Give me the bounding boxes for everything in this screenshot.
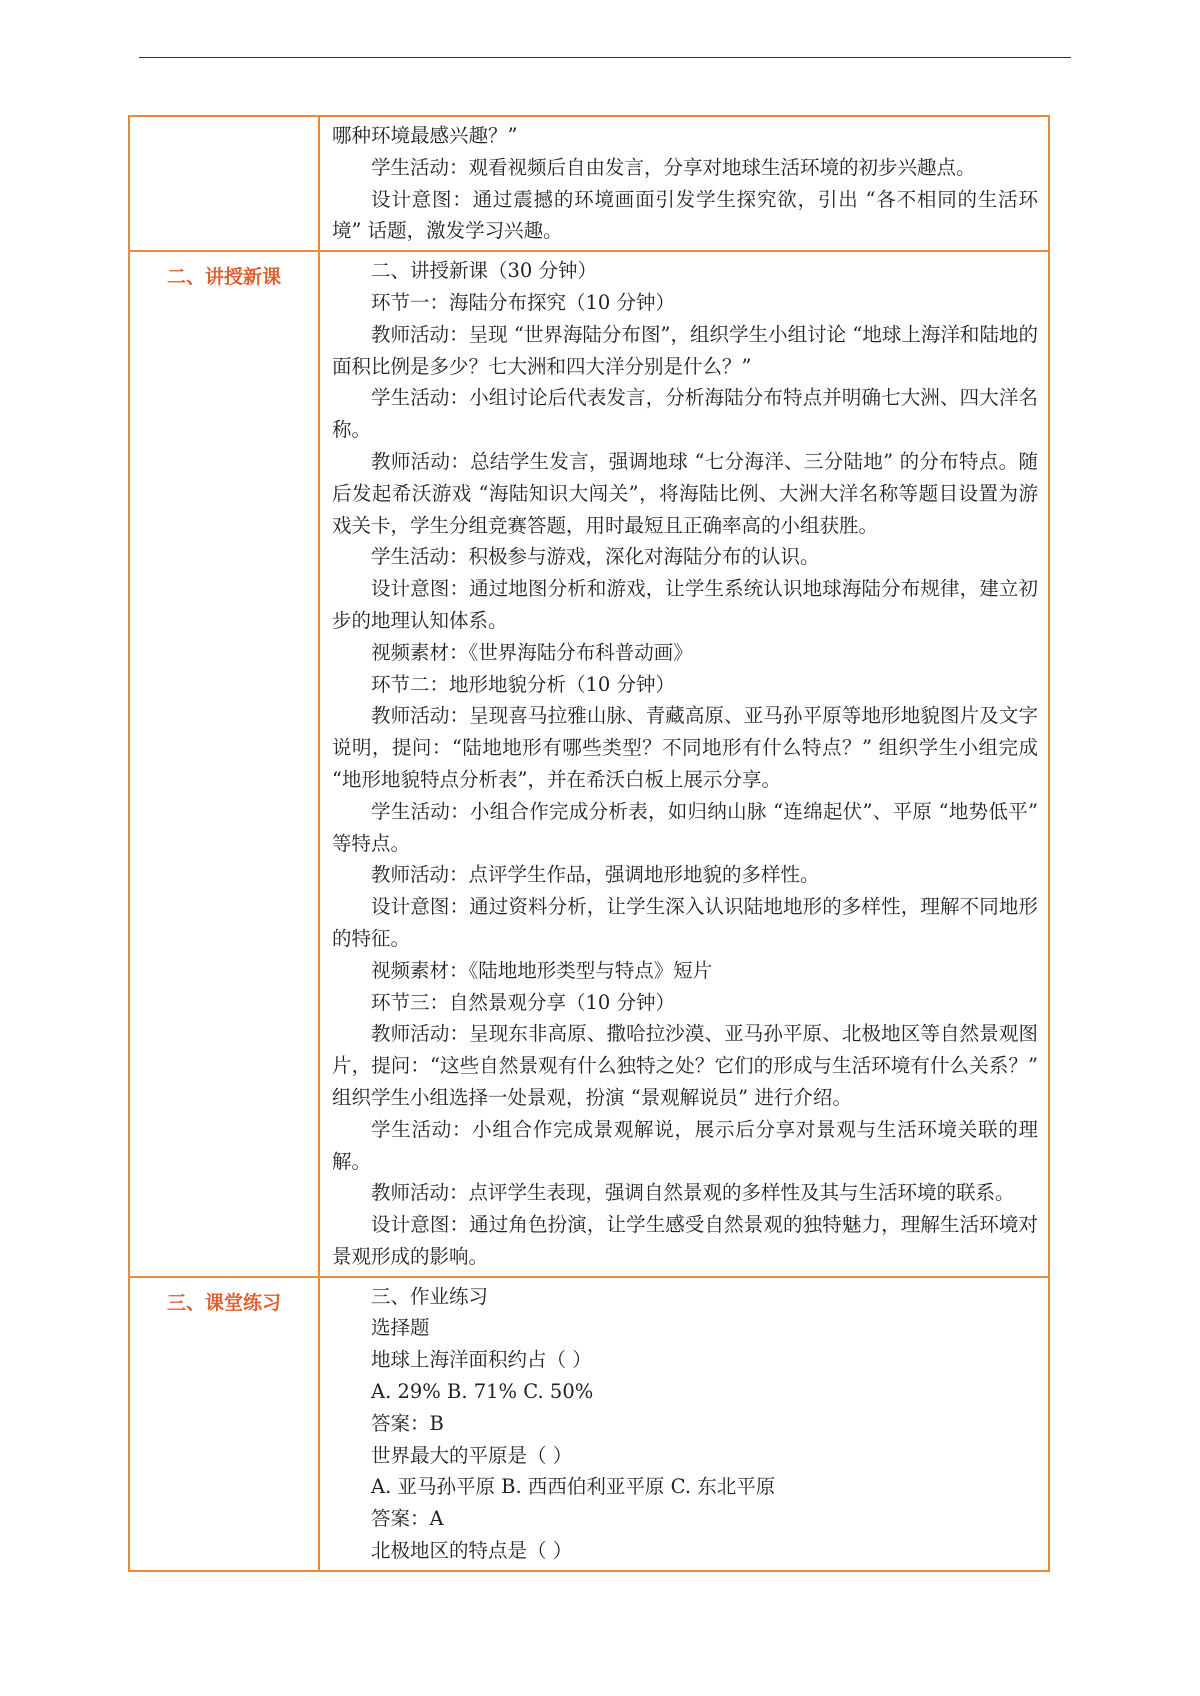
paragraph: 视频素材：《世界海陆分布科普动画》 (371, 640, 693, 664)
paragraph: 教师活动：点评学生表现，强调自然景观的多样性及其与生活环境的联系。 (371, 1181, 1015, 1205)
paragraph: 学生活动：小组合作完成景观解说，展示后分享对景观与生活环境关联的理解。 (332, 1117, 1038, 1173)
paragraph: 哪种环境最感兴趣？” (332, 124, 518, 147)
paragraph: 二、讲授新课（30 分钟） (371, 259, 598, 283)
paragraph: 北极地区的特点是（ ） (371, 1539, 573, 1563)
table-row-new-lesson (130, 250, 1048, 1276)
paragraph: 设计意图：通过震撼的环境画面引发学生探究欲，引出 “各不相同的生活环境” 话题，激发学习兴趣。 (332, 187, 1038, 243)
paragraph: 世界最大的平原是（ ） (371, 1443, 573, 1467)
paragraph: 学生活动：小组讨论后代表发言，分析海陆分布特点并明确七大洲、四大洋名称。 (332, 386, 1038, 442)
paragraph: 环节一：海陆分布探究（10 分钟） (371, 290, 676, 314)
paragraph: 设计意图：通过角色扮演，让学生感受自然景观的独特魅力，理解生活环境对景观形成的影响。 (332, 1213, 1038, 1268)
paragraph: A. 亚马孙平原 B. 西西伯利亚平原 C. 东北平原 (371, 1475, 776, 1499)
lesson-plan-table (128, 115, 1050, 1572)
paragraph: 教师活动：呈现东非高原、撒哈拉沙漠、亚马孙平原、北极地区等自然景观图片，提问：“这些自然景观有什么独特之处？它们的形成与生活环境有什么关系？” 组织学生小组选择一处景观，扮演 “景观解说员” 进行介绍。 (332, 1022, 1045, 1109)
table-row-classroom-practice (130, 1276, 1048, 1570)
row-label: 三、课堂练习 (130, 1278, 320, 1570)
paragraph: A. 29% B. 71% C. 50% (371, 1380, 594, 1404)
paragraph: 学生活动：观看视频后自由发言，分享对地球生活环境的初步兴趣点。 (371, 155, 976, 179)
row-label (130, 117, 320, 250)
paragraph: 三、作业练习 (371, 1284, 489, 1308)
paragraph: 地球上海洋面积约占（ ） (371, 1348, 592, 1372)
paragraph: 教师活动：总结学生发言，强调地球 “七分海洋、三分陆地” 的分布特点。随后发起希沃游戏 “海陆知识大闯关”，将海陆比例、大洲大洋名称等题目设置为游戏关卡，学生分组竞赛答题，用时最短且正确率高的小组获胜。 (332, 449, 1038, 537)
paragraph: 答案：B (371, 1411, 444, 1435)
paragraph: 教师活动：呈现喜马拉雅山脉、青藏高原、亚马孙平原等地形地貌图片及文字说明，提问：“陆地地形有哪些类型？不同地形有什么特点？” 组织学生小组完成 “地形地貌特点分析表”，并在希沃白板上展示分享。 (332, 704, 1045, 791)
row-content (320, 252, 1048, 1276)
paragraph: 答案：A (371, 1507, 444, 1531)
paragraph: 视频素材：《陆地地形类型与特点》短片 (371, 958, 713, 982)
paragraph: 教师活动：呈现 “世界海陆分布图”，组织学生小组讨论 “地球上海洋和陆地的面积比例是多少？七大洲和四大洋分别是什么？” (332, 322, 1038, 378)
header-rule (139, 57, 1071, 58)
row-content (320, 1278, 1048, 1570)
paragraph: 环节三：自然景观分享（10 分钟） (371, 990, 676, 1014)
paragraph: 设计意图：通过地图分析和游戏，让学生系统认识地球海陆分布规律，建立初步的地理认知体系。 (332, 577, 1038, 632)
paragraph: 学生活动：积极参与游戏，深化对海陆分布的认识。 (371, 545, 820, 569)
table-row-intro-continued (130, 117, 1048, 250)
paragraph: 选择题 (371, 1316, 430, 1340)
paragraph: 环节二：地形地貌分析（10 分钟） (371, 672, 676, 696)
paragraph: 学生活动：小组合作完成分析表，如归纳山脉 “连绵起伏”、平原 “地势低平” 等特点。 (332, 799, 1045, 855)
row-label: 二、讲授新课 (130, 252, 320, 1276)
paragraph: 设计意图：通过资料分析，让学生深入认识陆地地形的多样性，理解不同地形的特征。 (332, 895, 1038, 950)
paragraph: 教师活动：点评学生作品，强调地形地貌的多样性。 (371, 863, 820, 887)
row-content (320, 117, 1048, 250)
